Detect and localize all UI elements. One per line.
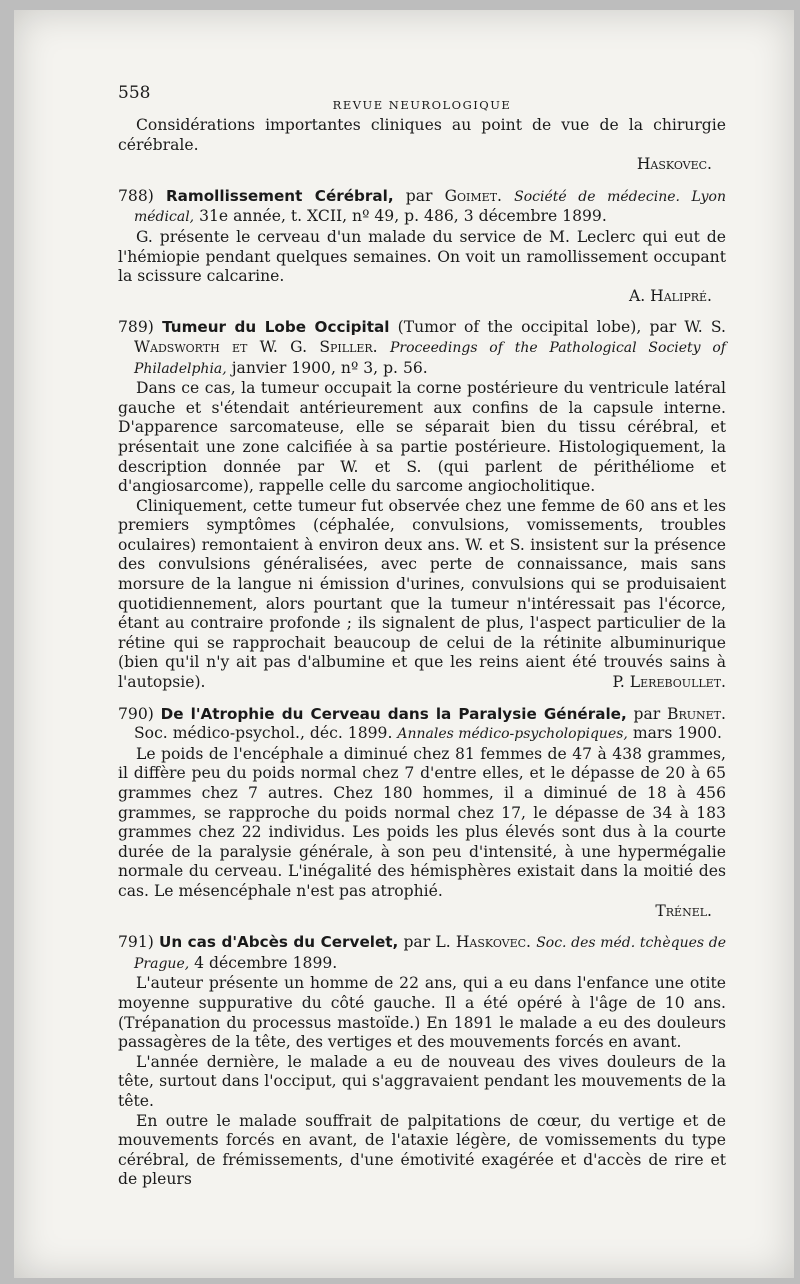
entry-source: Annales médico-psycholopiques, [397,726,628,743]
entry-paragraph: L'auteur présente un homme de 22 ans, qui a eu dans l'enfance une otite moyenne suppurative du côté gauche. Il a été opéré à l'âge de 10 ans. (Trépanation du processus mastoïde.) En 1891 le malade a eu des douleurs passagères de la tête, des vertiges et des mouvements forcés en avant. [118,974,726,1052]
entry-790 [118,705,726,922]
page-number: 558 [118,83,151,103]
preamble-signature: Haskovec. [636,155,712,174]
entry-details: mars 1900. [632,724,722,743]
entry-number: 791) [118,933,154,952]
entry-source: Proceedings of the Pathological Society of Philadelphia, [134,339,726,377]
entry-paragraph-text: Cliniquement, cette tumeur fut observée chez une femme de 60 ans et les premiers symptômes (céphalée, convulsions, vomissements, troubles oculaires) remontaient à environ deux ans. W. et S. insistent sur la présence des convulsions généralisées, avec perte de connaissance, mais sans morsure de la langue ni émission d'urines, convulsions qui se produisaient quotidiennement, alors pourtant que la tumeur n'intéressait pas l'écorce, étant au contraire profonde ; ils signalent de plus, l'aspect particulier de la rétine qui se rapprochait beaucoup de celui de la rétinite albuminurique (bien qu'il n'y ait pas d'albumine et que les reins aient été trouvés sains à l'autopsie). [118,496,726,692]
entry-paragraph: L'année dernière, le malade a eu de nouveau des vives douleurs de la tête, surtout dans l'occiput, qui s'aggravaient pendant les mouvements de la tête. [118,1052,726,1110]
entry-source: Soc. des méd. tchèques de Prague, [134,935,726,972]
entry-source: Société de médecine. Lyon médical, [134,188,726,226]
entry-paragraph: En outre le malade souffrait de palpitations de cœur, du vertige et de mouvements forcés en avant, de l'ataxie légère, de vomissements du type cérébral, de frémissements, d'une émotivité exagérée et d'accès de rire et de pleurs [118,1111,726,1189]
journal-page [14,10,794,1278]
entry-title: Tumeur du Lobe Occipital [162,318,390,337]
entry-789 [118,318,726,692]
entry-title: Ramollissement Cérébral, [165,186,394,205]
entry-author: Brunet. [667,704,726,723]
entry-paragraph: Dans ce cas, la tumeur occupait la corne postérieure du ventricule latéral gauche et s'étendait antérieurement aux confins de la capsule interne. D'apparence sarcomateuse, elle se séparait bien du tissu cérébral, et présentait une zone calcifiée à sa partie postérieure. Histologiquement, la description donnée par W. et S. (qui parlent de périthéliome et d'angiosarcome), rappelle celle du sarcome angiocholitique. [118,379,726,496]
entry-details: janvier 1900, nº 3, p. 56. [231,358,428,377]
entry-author: L. Haskovec. [435,933,532,952]
entry-signature: Trénel. [655,901,712,920]
entry-paragraph [118,497,726,693]
entry-details: 4 décembre 1899. [194,953,338,972]
entry-by: par [403,933,431,952]
page-content [118,76,726,1190]
entry-source-pre: Soc. médico-psychol., déc. 1899. [134,724,393,743]
preamble-text: Considérations importantes cliniques au point de vue de la chirurgie cérébrale. [118,116,726,154]
entry-788 [118,187,726,307]
entry-signature: A. Halipré. [628,286,712,305]
entry-by: par [405,186,433,205]
entry-number: 790) [118,704,154,723]
entry-number: 789) [118,318,154,337]
entry-title: De l'Atrophie du Cerveau dans la Paralysie Générale, [160,704,627,723]
entry-heading [118,318,726,379]
journal-title: REVUE NEUROLOGIQUE [332,98,512,112]
entry-author: W. S. Wadsworth et W. G. Spiller. [134,318,726,356]
entry-by: par [633,704,661,723]
entry-author: Goimet. [444,186,502,205]
entry-791 [118,933,726,1190]
entry-paragraph: G. présente le cerveau d'un malade du service de M. Leclerc qui eut de l'hémiopie pendant quelques semaines. On voit un ramollissement occupant la scissure calcarine. [118,227,726,286]
entry-subtitle: (Tumor of the occipital lobe), par [397,318,677,337]
entry-signature: P. Lereboullet. [612,673,726,692]
entry-heading [118,187,726,228]
entry-title: Un cas d'Abcès du Cervelet, [159,933,399,952]
entry-heading [118,705,726,745]
entry-paragraph: Le poids de l'encéphale a diminué chez 81 femmes de 47 à 438 grammes, il diffère peu du poids normal chez 7 d'entre elles, et le dépasse de 20 à 65 grammes chez 7 autres. Chez 180 hommes, il a diminué de 18 à 456 grammes, se rapproche du poids normal chez 17, le dépasse de 34 à 183 grammes chez 22 individus. Les poids les plus élevés sont dus à la courte durée de la paralysie générale, à son peu d'intensité, à une hypermégalie normale du cerveau. L'inégalité des hémisphères existait dans la moitié des cas. Le mésencéphale n'est pas atrophié. [118,744,726,900]
entry-number: 788) [118,186,154,205]
page-header [118,76,726,116]
entry-heading [118,933,726,974]
entry-details: 31e année, t. XCII, nº 49, p. 486, 3 décembre 1899. [199,207,607,226]
